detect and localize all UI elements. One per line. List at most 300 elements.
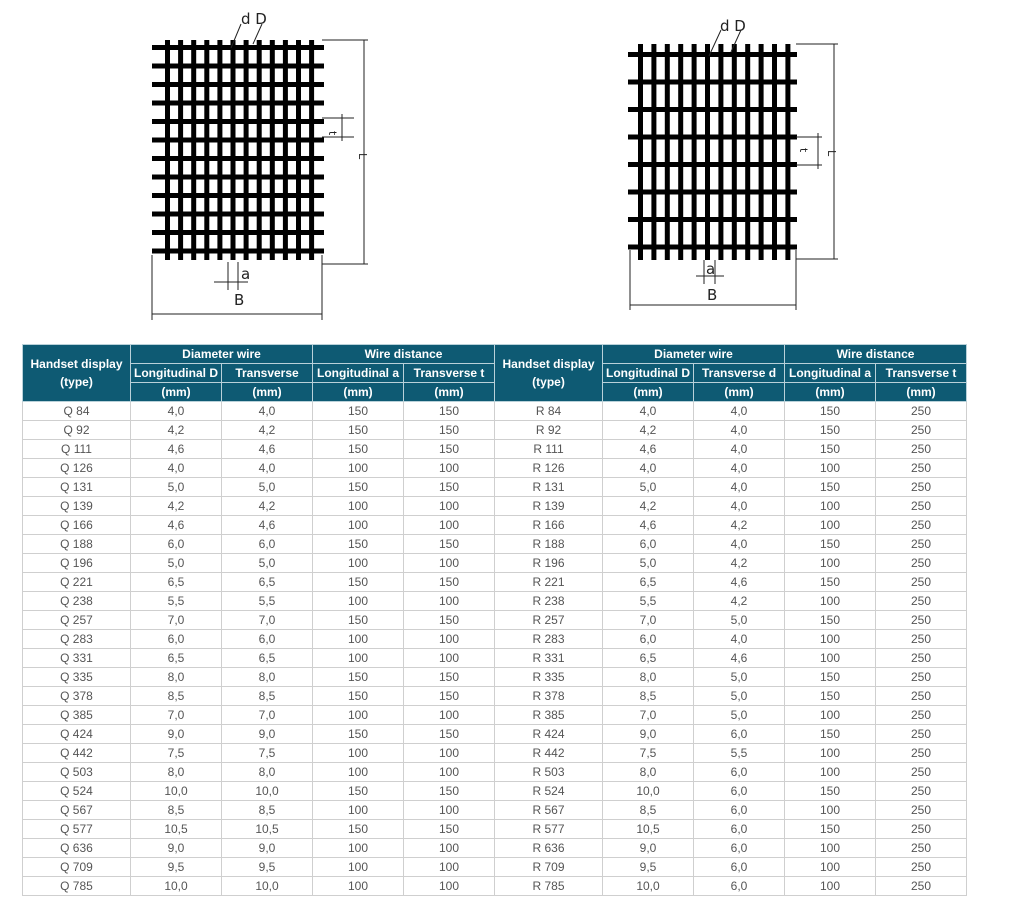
value-cell: 100 xyxy=(785,649,876,668)
value-cell: 250 xyxy=(876,801,967,820)
value-cell: 100 xyxy=(404,592,495,611)
value-cell: 8,0 xyxy=(222,763,313,782)
transverse-wire xyxy=(152,101,324,106)
value-cell: 6,0 xyxy=(694,839,785,858)
value-cell: 250 xyxy=(876,668,967,687)
value-cell: 4,2 xyxy=(131,421,222,440)
table-row xyxy=(495,478,967,497)
value-cell: 150 xyxy=(785,402,876,421)
value-cell: 5,0 xyxy=(222,554,313,573)
value-cell: 8,5 xyxy=(222,801,313,820)
value-cell: 150 xyxy=(404,725,495,744)
value-cell: 100 xyxy=(313,516,404,535)
label-a: a xyxy=(241,265,251,283)
type-cell: Q 238 xyxy=(23,592,131,611)
value-cell: 5,0 xyxy=(694,687,785,706)
value-cell: 4,0 xyxy=(603,402,694,421)
table-row xyxy=(495,763,967,782)
col-transverse-t: Transverse t xyxy=(404,364,495,383)
value-cell: 9,0 xyxy=(222,839,313,858)
value-cell: 10,5 xyxy=(131,820,222,839)
value-cell: 150 xyxy=(313,668,404,687)
type-cell: Q 257 xyxy=(23,611,131,630)
distance-group-header: Wire distance xyxy=(785,345,967,364)
label-L: L xyxy=(825,150,838,157)
value-cell: 4,6 xyxy=(131,516,222,535)
value-cell: 250 xyxy=(876,630,967,649)
value-cell: 250 xyxy=(876,459,967,478)
distance-group-header: Wire distance xyxy=(313,345,495,364)
table-row xyxy=(23,649,495,668)
value-cell: 4,6 xyxy=(131,440,222,459)
table-row xyxy=(495,725,967,744)
value-cell: 5,0 xyxy=(603,478,694,497)
value-cell: 10,0 xyxy=(222,877,313,896)
value-cell: 6,0 xyxy=(694,858,785,877)
value-cell: 5,0 xyxy=(694,706,785,725)
value-cell: 150 xyxy=(313,421,404,440)
value-cell: 4,0 xyxy=(222,402,313,421)
table-row xyxy=(495,440,967,459)
value-cell: 250 xyxy=(876,706,967,725)
table-row xyxy=(495,687,967,706)
value-cell: 250 xyxy=(876,478,967,497)
transverse-wire xyxy=(152,230,324,235)
table-row xyxy=(495,630,967,649)
diameter-group-header: Diameter wire xyxy=(603,345,785,364)
value-cell: 100 xyxy=(404,649,495,668)
value-cell: 6,0 xyxy=(222,535,313,554)
value-cell: 9,0 xyxy=(131,839,222,858)
value-cell: 150 xyxy=(785,440,876,459)
unit-header: (mm) xyxy=(785,383,876,402)
value-cell: 250 xyxy=(876,554,967,573)
value-cell: 8,0 xyxy=(222,668,313,687)
longitudinal-wire xyxy=(665,44,670,260)
value-cell: 5,0 xyxy=(131,554,222,573)
value-cell: 100 xyxy=(404,497,495,516)
value-cell: 6,0 xyxy=(603,630,694,649)
value-cell: 150 xyxy=(313,611,404,630)
value-cell: 7,0 xyxy=(222,706,313,725)
value-cell: 4,0 xyxy=(694,402,785,421)
type-cell: R 424 xyxy=(495,725,603,744)
table-row xyxy=(23,668,495,687)
type-cell: Q 188 xyxy=(23,535,131,554)
transverse-wire xyxy=(628,190,797,195)
value-cell: 5,0 xyxy=(694,611,785,630)
value-cell: 150 xyxy=(404,535,495,554)
table-row xyxy=(495,744,967,763)
value-cell: 150 xyxy=(404,402,495,421)
longitudinal-wire xyxy=(785,44,790,260)
type-cell: R 188 xyxy=(495,535,603,554)
col-longitudinal-a: Longitudinal a xyxy=(785,364,876,383)
value-cell: 4,0 xyxy=(694,459,785,478)
value-cell: 10,5 xyxy=(222,820,313,839)
table-row xyxy=(23,554,495,573)
value-cell: 8,0 xyxy=(131,763,222,782)
value-cell: 4,2 xyxy=(694,554,785,573)
label-B: B xyxy=(234,291,245,309)
value-cell: 6,0 xyxy=(222,630,313,649)
value-cell: 150 xyxy=(785,687,876,706)
value-cell: 150 xyxy=(313,535,404,554)
value-cell: 150 xyxy=(404,820,495,839)
table-row xyxy=(495,820,967,839)
value-cell: 250 xyxy=(876,782,967,801)
transverse-wire xyxy=(152,82,324,87)
type-cell: R 238 xyxy=(495,592,603,611)
type-cell: R 567 xyxy=(495,801,603,820)
type-cell: R 139 xyxy=(495,497,603,516)
value-cell: 9,5 xyxy=(131,858,222,877)
longitudinal-wire xyxy=(732,44,737,260)
value-cell: 4,0 xyxy=(131,402,222,421)
value-cell: 6,0 xyxy=(694,820,785,839)
unit-header: (mm) xyxy=(603,383,694,402)
value-cell: 9,0 xyxy=(603,725,694,744)
value-cell: 250 xyxy=(876,440,967,459)
type-cell: Q 524 xyxy=(23,782,131,801)
value-cell: 100 xyxy=(785,630,876,649)
table-row xyxy=(23,782,495,801)
table-row xyxy=(495,649,967,668)
type-cell: Q 111 xyxy=(23,440,131,459)
longitudinal-wire xyxy=(309,40,314,260)
label-t: t xyxy=(326,131,339,136)
value-cell: 6,0 xyxy=(694,725,785,744)
table-row xyxy=(23,858,495,877)
square-mesh-table xyxy=(22,344,495,896)
table-row xyxy=(23,820,495,839)
value-cell: 4,2 xyxy=(131,497,222,516)
type-cell: Q 385 xyxy=(23,706,131,725)
table-row xyxy=(495,611,967,630)
value-cell: 5,5 xyxy=(222,592,313,611)
type-cell: R 131 xyxy=(495,478,603,497)
table-row xyxy=(23,706,495,725)
value-cell: 250 xyxy=(876,573,967,592)
value-cell: 6,0 xyxy=(694,782,785,801)
table-row xyxy=(23,478,495,497)
type-cell: R 442 xyxy=(495,744,603,763)
value-cell: 4,0 xyxy=(694,478,785,497)
type-cell: Q 577 xyxy=(23,820,131,839)
value-cell: 4,2 xyxy=(694,516,785,535)
value-cell: 100 xyxy=(313,744,404,763)
value-cell: 7,0 xyxy=(131,706,222,725)
type-header-sub: (type) xyxy=(60,375,93,389)
type-cell: R 283 xyxy=(495,630,603,649)
value-cell: 150 xyxy=(785,668,876,687)
value-cell: 150 xyxy=(404,440,495,459)
value-cell: 6,0 xyxy=(694,877,785,896)
transverse-wire xyxy=(152,64,324,69)
value-cell: 4,2 xyxy=(603,497,694,516)
table-row xyxy=(23,402,495,421)
value-cell: 9,0 xyxy=(222,725,313,744)
type-cell: Q 709 xyxy=(23,858,131,877)
value-cell: 7,5 xyxy=(603,744,694,763)
value-cell: 4,6 xyxy=(222,516,313,535)
value-cell: 8,0 xyxy=(603,668,694,687)
label-dD: d D xyxy=(720,17,746,35)
value-cell: 7,5 xyxy=(131,744,222,763)
value-cell: 150 xyxy=(313,478,404,497)
transverse-wire xyxy=(152,45,324,50)
value-cell: 4,6 xyxy=(603,516,694,535)
transverse-wire xyxy=(628,80,797,85)
col-longitudinal-d: Longitudinal D xyxy=(603,364,694,383)
value-cell: 4,6 xyxy=(694,573,785,592)
type-cell: R 785 xyxy=(495,877,603,896)
value-cell: 5,5 xyxy=(694,744,785,763)
value-cell: 250 xyxy=(876,611,967,630)
value-cell: 100 xyxy=(785,516,876,535)
type-cell: Q 331 xyxy=(23,649,131,668)
value-cell: 250 xyxy=(876,858,967,877)
transverse-wire xyxy=(152,249,324,254)
value-cell: 150 xyxy=(313,440,404,459)
transverse-wire xyxy=(152,138,324,143)
transverse-wire xyxy=(628,245,797,250)
type-cell: Q 283 xyxy=(23,630,131,649)
value-cell: 10,5 xyxy=(603,820,694,839)
table-row xyxy=(495,459,967,478)
value-cell: 150 xyxy=(313,573,404,592)
type-cell: Q 567 xyxy=(23,801,131,820)
value-cell: 150 xyxy=(313,687,404,706)
value-cell: 6,5 xyxy=(603,649,694,668)
value-cell: 4,2 xyxy=(603,421,694,440)
value-cell: 100 xyxy=(404,516,495,535)
type-cell: R 335 xyxy=(495,668,603,687)
table-row xyxy=(23,459,495,478)
value-cell: 4,0 xyxy=(222,459,313,478)
table-row xyxy=(23,725,495,744)
type-cell: R 111 xyxy=(495,440,603,459)
value-cell: 150 xyxy=(313,402,404,421)
value-cell: 100 xyxy=(785,497,876,516)
transverse-wire xyxy=(152,156,324,161)
table-row xyxy=(495,877,967,896)
value-cell: 4,6 xyxy=(603,440,694,459)
value-cell: 100 xyxy=(404,554,495,573)
value-cell: 8,5 xyxy=(131,801,222,820)
value-cell: 100 xyxy=(785,706,876,725)
mesh-drawing-rectangular xyxy=(500,0,1009,330)
value-cell: 6,0 xyxy=(131,535,222,554)
longitudinal-wire xyxy=(165,40,170,260)
transverse-wire xyxy=(628,162,797,167)
value-cell: 7,0 xyxy=(603,611,694,630)
longitudinal-wire xyxy=(191,40,196,260)
longitudinal-wire xyxy=(283,40,288,260)
type-cell: Q 92 xyxy=(23,421,131,440)
label-a: a xyxy=(706,260,716,278)
label-L: L xyxy=(356,153,369,160)
col-transverse: Transverse xyxy=(222,364,313,383)
value-cell: 9,0 xyxy=(131,725,222,744)
value-cell: 10,0 xyxy=(222,782,313,801)
table-row xyxy=(495,421,967,440)
value-cell: 150 xyxy=(404,782,495,801)
table-row xyxy=(23,497,495,516)
table-row xyxy=(23,801,495,820)
value-cell: 5,0 xyxy=(603,554,694,573)
value-cell: 8,5 xyxy=(131,687,222,706)
value-cell: 6,0 xyxy=(694,801,785,820)
type-cell: R 126 xyxy=(495,459,603,478)
type-cell: Q 424 xyxy=(23,725,131,744)
type-cell: Q 785 xyxy=(23,877,131,896)
unit-header: (mm) xyxy=(694,383,785,402)
value-cell: 100 xyxy=(313,801,404,820)
transverse-wire xyxy=(628,217,797,222)
transverse-wire xyxy=(152,193,324,198)
type-cell: R 166 xyxy=(495,516,603,535)
table-row xyxy=(23,877,495,896)
table-row xyxy=(495,801,967,820)
value-cell: 100 xyxy=(404,858,495,877)
type-cell: R 636 xyxy=(495,839,603,858)
value-cell: 100 xyxy=(313,592,404,611)
value-cell: 100 xyxy=(313,497,404,516)
value-cell: 250 xyxy=(876,687,967,706)
value-cell: 250 xyxy=(876,820,967,839)
longitudinal-wire xyxy=(772,44,777,260)
value-cell: 250 xyxy=(876,592,967,611)
longitudinal-wire xyxy=(678,44,683,260)
value-cell: 7,0 xyxy=(222,611,313,630)
value-cell: 150 xyxy=(313,782,404,801)
type-cell: Q 139 xyxy=(23,497,131,516)
value-cell: 4,0 xyxy=(694,421,785,440)
table-row xyxy=(495,535,967,554)
longitudinal-wire xyxy=(745,44,750,260)
value-cell: 6,5 xyxy=(603,573,694,592)
type-cell: R 385 xyxy=(495,706,603,725)
value-cell: 4,2 xyxy=(694,592,785,611)
table-row xyxy=(23,763,495,782)
value-cell: 4,6 xyxy=(694,649,785,668)
value-cell: 250 xyxy=(876,402,967,421)
table-row xyxy=(495,402,967,421)
longitudinal-wire xyxy=(244,40,249,260)
value-cell: 100 xyxy=(313,839,404,858)
type-cell: Q 131 xyxy=(23,478,131,497)
value-cell: 250 xyxy=(876,497,967,516)
table-row xyxy=(23,516,495,535)
value-cell: 6,0 xyxy=(694,763,785,782)
value-cell: 4,0 xyxy=(603,459,694,478)
type-cell: Q 335 xyxy=(23,668,131,687)
type-cell: Q 126 xyxy=(23,459,131,478)
transverse-wire xyxy=(628,135,797,140)
type-header xyxy=(495,345,603,402)
type-cell: R 257 xyxy=(495,611,603,630)
value-cell: 100 xyxy=(785,839,876,858)
table-row xyxy=(23,744,495,763)
longitudinal-wire xyxy=(692,44,697,260)
value-cell: 100 xyxy=(404,763,495,782)
value-cell: 250 xyxy=(876,744,967,763)
value-cell: 250 xyxy=(876,725,967,744)
value-cell: 7,0 xyxy=(131,611,222,630)
value-cell: 150 xyxy=(785,611,876,630)
value-cell: 5,0 xyxy=(694,668,785,687)
unit-header: (mm) xyxy=(131,383,222,402)
mesh-diagram-rectangular xyxy=(500,0,1009,330)
value-cell: 100 xyxy=(404,459,495,478)
type-cell: Q 221 xyxy=(23,573,131,592)
transverse-wire xyxy=(628,107,797,112)
value-cell: 150 xyxy=(404,573,495,592)
longitudinal-wire xyxy=(718,44,723,260)
value-cell: 100 xyxy=(785,801,876,820)
table-row xyxy=(23,630,495,649)
type-cell: Q 636 xyxy=(23,839,131,858)
value-cell: 150 xyxy=(404,478,495,497)
table-row xyxy=(23,573,495,592)
value-cell: 5,5 xyxy=(131,592,222,611)
label-B: B xyxy=(707,286,718,304)
value-cell: 7,5 xyxy=(222,744,313,763)
col-longitudinal-a: Longitudinal a xyxy=(313,364,404,383)
type-cell: Q 166 xyxy=(23,516,131,535)
table-row xyxy=(23,535,495,554)
longitudinal-wire xyxy=(651,44,656,260)
value-cell: 250 xyxy=(876,421,967,440)
table-row xyxy=(495,858,967,877)
transverse-wire xyxy=(152,212,324,217)
label-t: t xyxy=(797,148,810,153)
longitudinal-wire xyxy=(257,40,262,260)
table-row xyxy=(23,611,495,630)
value-cell: 4,6 xyxy=(222,440,313,459)
value-cell: 100 xyxy=(313,706,404,725)
value-cell: 150 xyxy=(404,611,495,630)
value-cell: 10,0 xyxy=(131,782,222,801)
value-cell: 10,0 xyxy=(131,877,222,896)
value-cell: 250 xyxy=(876,535,967,554)
unit-header: (mm) xyxy=(404,383,495,402)
value-cell: 100 xyxy=(404,706,495,725)
table-row xyxy=(23,421,495,440)
value-cell: 150 xyxy=(313,820,404,839)
longitudinal-wire xyxy=(178,40,183,260)
value-cell: 5,0 xyxy=(131,478,222,497)
unit-header: (mm) xyxy=(313,383,404,402)
value-cell: 250 xyxy=(876,877,967,896)
type-cell: Q 442 xyxy=(23,744,131,763)
value-cell: 150 xyxy=(785,573,876,592)
value-cell: 100 xyxy=(785,763,876,782)
longitudinal-wire xyxy=(231,40,236,260)
value-cell: 6,0 xyxy=(131,630,222,649)
value-cell: 4,0 xyxy=(694,630,785,649)
table-row xyxy=(495,516,967,535)
type-cell: R 92 xyxy=(495,421,603,440)
value-cell: 100 xyxy=(313,649,404,668)
table-row xyxy=(23,839,495,858)
type-header xyxy=(23,345,131,402)
longitudinal-wire xyxy=(638,44,643,260)
table-row xyxy=(495,782,967,801)
value-cell: 5,5 xyxy=(603,592,694,611)
value-cell: 4,0 xyxy=(694,440,785,459)
